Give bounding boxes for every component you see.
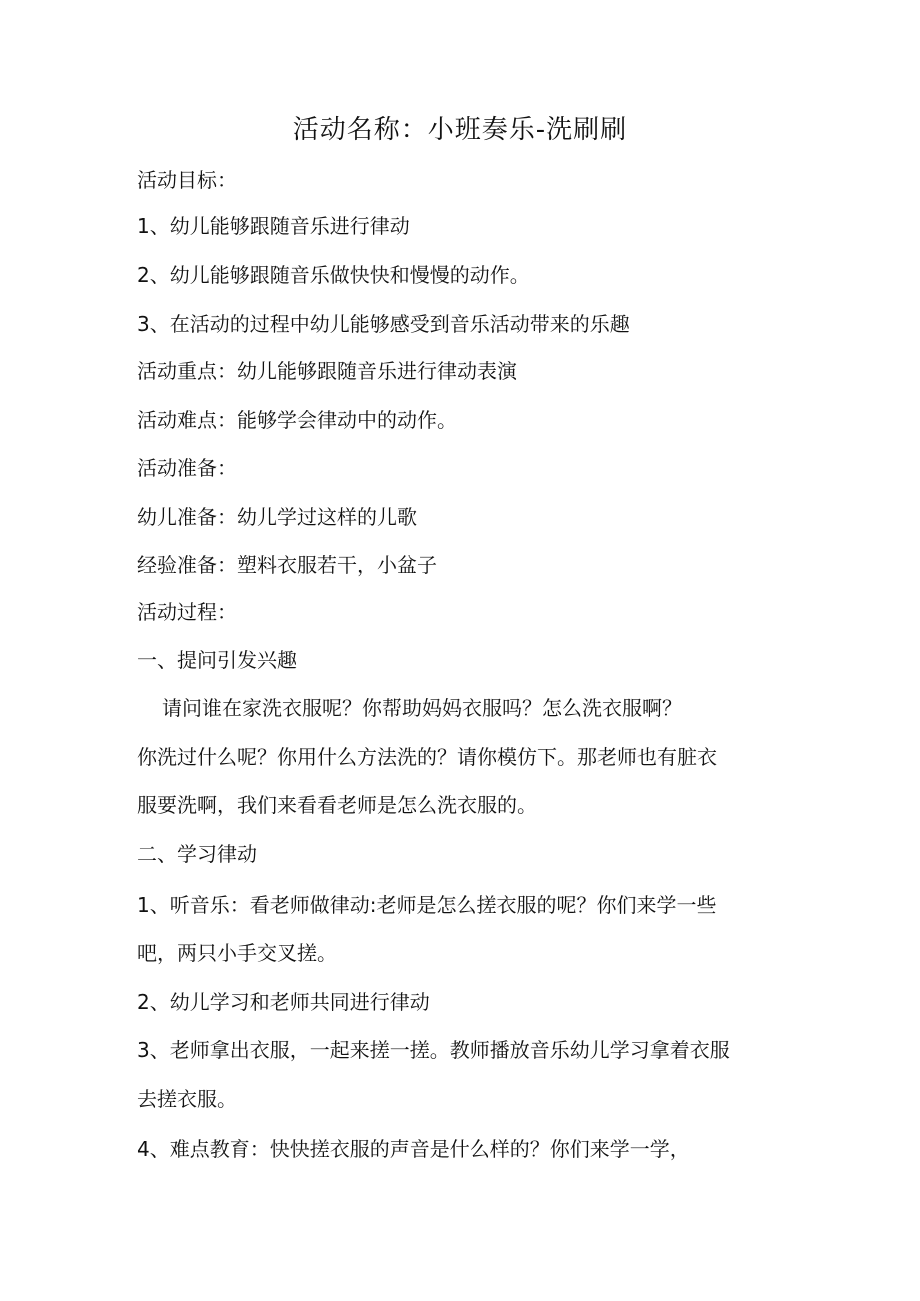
text-line: 请问谁在家洗衣服呢？你帮助妈妈衣服吗？怎么洗衣服啊？ xyxy=(162,696,682,720)
text-line: 活动过程： xyxy=(137,600,237,624)
text-line: 活动重点：幼儿能够跟随音乐进行律动表演 xyxy=(137,359,517,383)
text-line: 2、幼儿能够跟随音乐做快快和慢慢的动作。 xyxy=(137,263,530,287)
document-title: 活动名称：小班奏乐-洗刷刷 xyxy=(292,115,628,145)
text-line: 经验准备：塑料衣服若干，小盆子 xyxy=(137,553,437,577)
text-line: 幼儿准备：幼儿学过这样的儿歌 xyxy=(137,505,417,529)
text-line: 去搓衣服。 xyxy=(137,1087,237,1111)
text-line: 活动难点：能够学会律动中的动作。 xyxy=(137,408,457,432)
text-line: 二、学习律动 xyxy=(137,842,257,866)
text-line: 4、难点教育：快快搓衣服的声音是什么样的？你们来学一学， xyxy=(137,1137,690,1161)
text-line: 服要洗啊，我们来看看老师是怎么洗衣服的。 xyxy=(137,793,537,817)
text-line: 一、提问引发兴趣 xyxy=(137,648,297,672)
text-line: 1、听音乐：看老师做律动:老师是怎么搓衣服的呢？你们来学一些 xyxy=(137,893,717,917)
text-line: 2、幼儿学习和老师共同进行律动 xyxy=(137,990,430,1014)
text-line: 吧，两只小手交叉搓。 xyxy=(137,941,337,965)
text-line: 3、老师拿出衣服，一起来搓一搓。教师播放音乐幼儿学习拿着衣服 xyxy=(137,1038,730,1062)
text-line: 活动准备： xyxy=(137,456,237,480)
text-line: 你洗过什么呢？你用什么方法洗的？请你模仿下。那老师也有脏衣 xyxy=(137,745,717,769)
text-line: 3、在活动的过程中幼儿能够感受到音乐活动带来的乐趣 xyxy=(137,312,630,336)
text-line: 1、幼儿能够跟随音乐进行律动 xyxy=(137,214,410,238)
text-line: 活动目标： xyxy=(137,168,237,192)
